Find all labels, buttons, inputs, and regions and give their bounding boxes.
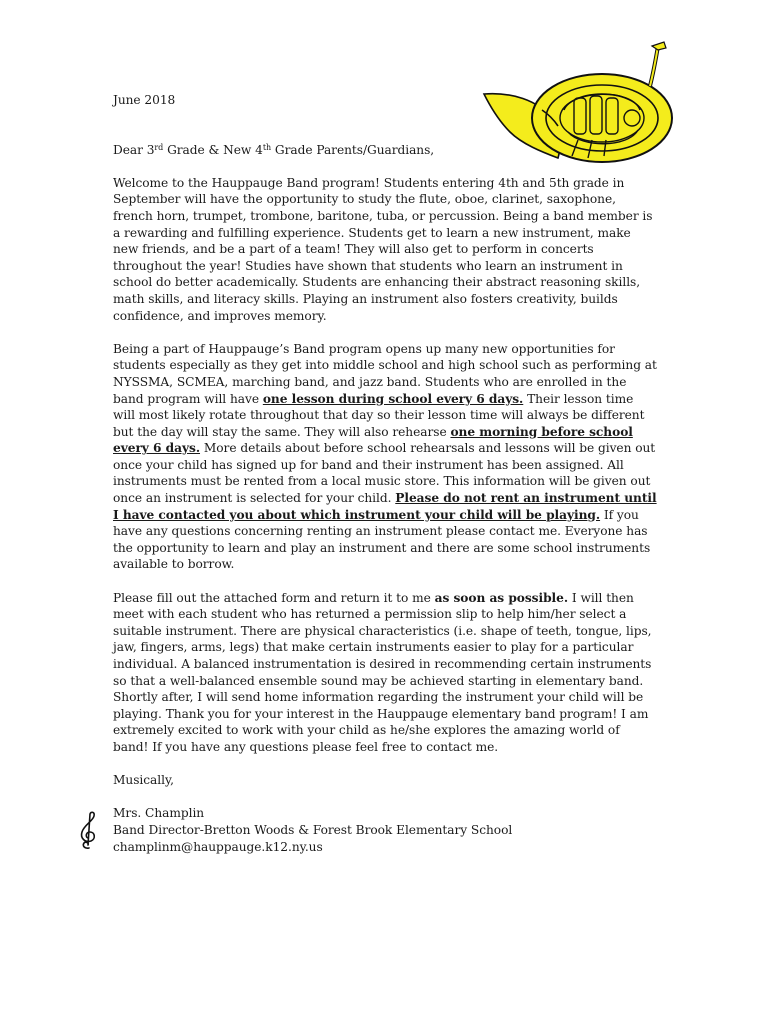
signature-name: Mrs. Champlin — [113, 806, 205, 821]
signature-email: champlinm@hauppauge.k12.ny.us — [113, 839, 323, 854]
letter-body — [113, 92, 658, 855]
signature-title: Band Director-Bretton Woods & Forest Brook Elementary School — [113, 822, 513, 837]
emphasis-lesson: one lesson during school every 6 days. — [262, 391, 524, 406]
paragraph-opportunities: Being a part of Hauppauge’s Band program opens up many new opportunities for students especially as they get into middle school and high school such as performing at NYSSMA, SCMEA, marching band, and jazz band. Students who are enrolled in the band program will have one lesson during school every 6 days. Their lesson time will most likely rotate throughout that day so their lesson time will always be different but the day will stay the same. They will also rehearse one morning before school every 6 days. More details about before school rehearsals and lessons will be given out once your child has signed up for band and their instrument has been assigned. All instruments must be rented from a local music store. This information will be given out once an instrument is selected for your child. Please do not rent an instrument until I have contacted you about which instrument your child will be playing. If you have any questions concerning renting an instrument please contact me. Everyone has the opportunity to learn and play an instrument and there are some school instruments available to borrow. — [113, 341, 657, 572]
treble-clef-icon — [76, 810, 100, 850]
letter-closing: Musically, — [113, 773, 175, 788]
paragraph-welcome: Welcome to the Hauppauge Band program! Students entering 4th and 5th grade in September will have the opportunity to study the flute, oboe, clarinet, saxophone, french horn, trumpet, trombone, baritone, tuba, or percussion. Being a band member is a rewarding and fulfilling experience. Students get to learn a new instrument, make new friends, and be a part of a team! They will also get to perform in concerts throughout the year! Studies have shown that students who learn an instrument in school do better academically. Students are enhancing their abstract reasoning skills, math skills, and literacy skills. Playing an instrument also fosters creativity, builds confidence, and improves memory. — [113, 175, 653, 323]
letter-greeting: Dear 3rd Grade & New 4th Grade Parents/Guardians, — [113, 142, 435, 157]
emphasis-asap: as soon as possible. — [434, 590, 569, 605]
letter-date: June 2018 — [113, 93, 176, 107]
emphasis-rehearsal: one morning before school every 6 days. — [113, 424, 633, 456]
paragraph-form: Please fill out the attached form and return it to me as soon as possible. I will then meet with each student who has returned a permission slip to help him/her select a suitable instrument. There are physical characteristics (i.e. shape of teeth, tongue, lips, jaw, fingers, arms, legs) that make certain instruments easier to play for a particular individual. A balanced instrumentation is desired in recommending certain instruments so that a well-balanced ensemble sound may be achieved starting in elementary band. Shortly after, I will send home information regarding the instrument your child will be playing. Thank you for your interest in the Hauppauge elementary band program! I am extremely excited to work with your child as he/she explores the amazing world of band! If you have any questions please feel free to contact me. — [113, 590, 652, 754]
emphasis-do-not-rent: Please do not rent an instrument until I have contacted you about which instrument your child will be playing. — [113, 491, 657, 522]
